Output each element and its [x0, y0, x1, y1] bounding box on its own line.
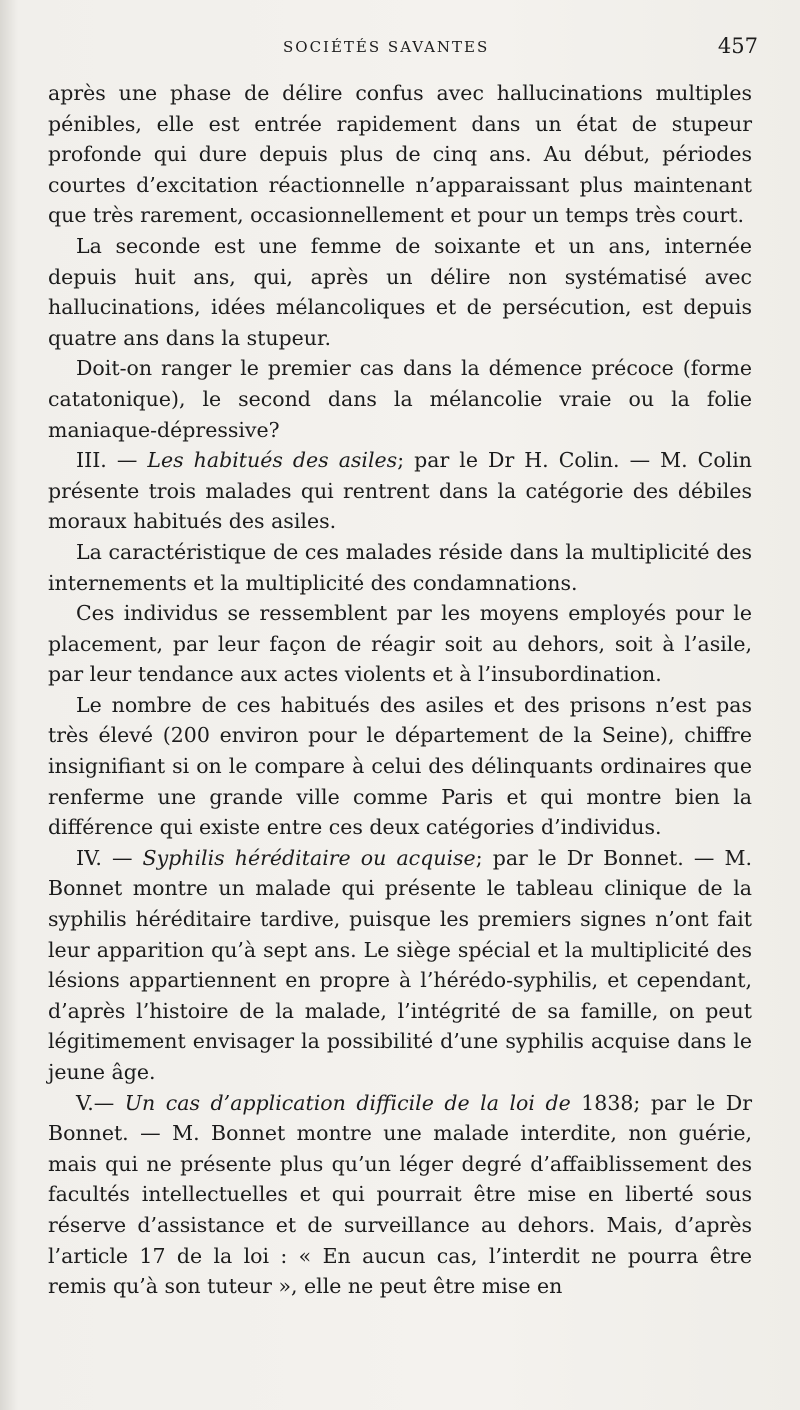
section-text: ; par le Dr Bonnet. — M. Bonnet montre un malade qui présente le tableau clinique de la syphilis héréditaire tardive, puisque les premiers signes n’ont fait leur apparition qu’à sept ans. Le siège spécial et la multiplicité des lésions appartiennent en propre à l’hérédo-syphilis, et cependant, d’après l’histoire de la malade, l’intégrité de sa famille, on peut légitimement envisager la possibilité d’une syphilis acquise dans le jeune âge.	[48, 845, 752, 1084]
paragraph: Doit-on ranger le premier cas dans la démence précoce (forme catatonique), le second dans la mélancolie vraie ou la folie maniaque-dépressive?	[48, 356, 752, 442]
section-title: Syphilis héréditaire ou acquise	[142, 845, 476, 870]
paragraph-section-iii	[48, 445, 752, 537]
body-text	[48, 78, 752, 1302]
section-text: ; par le Dr H. Colin. — M. Colin présente trois malades qui rentrent dans la catégorie des débiles moraux habitués des asiles.	[48, 448, 752, 534]
paragraph: Ces individus se ressemblent par les moyens employés pour le placement, par leur façon de réagir soit au dehors, soit à l’asile, par leur tendance aux actes violents et à l’insubordination.	[48, 601, 752, 687]
section-lead: III. —	[76, 448, 148, 473]
paragraph: La caractéristique de ces malades réside dans la multiplicité des internements et la multiplicité des condamnations.	[48, 539, 752, 595]
paragraph: Le nombre de ces habitués des asiles et des prisons n’est pas très élevé (200 environ pour le département de la Seine), chiffre insignifiant si on le compare à celui des délinquants ordinaires que renferme une grande ville comme Paris et qui montre bien la différence qui existe entre ces deux catégories d’individus.	[48, 692, 752, 840]
section-lead: V.—	[76, 1090, 125, 1115]
page-number: 457	[717, 34, 758, 58]
paragraph-section-v	[48, 1088, 752, 1302]
paragraph: La seconde est une femme de soixante et un ans, internée depuis huit ans, qui, après un délire non systématisé avec hallucinations, idées mélancoliques et de persécution, est depuis quatre ans dans la stupeur.	[48, 233, 752, 350]
section-title: Les habitués des asiles	[147, 448, 398, 473]
section-lead: IV. —	[76, 845, 143, 870]
page-header	[48, 34, 760, 64]
section-title: Un cas d’application difficile de la loi de	[124, 1090, 571, 1115]
running-head: SOCIÉTÉS SAVANTES	[283, 38, 490, 56]
paragraph: après une phase de délire confus avec hallucinations multiples pénibles, elle est entrée rapidement dans un état de stupeur profonde qui dure depuis plus de cinq ans. Au début, périodes courtes d’excitation réactionnelle n’apparaissant plus maintenant que très rarement, occasionnellement et pour un temps très court.	[48, 81, 752, 228]
paragraph-section-iv	[48, 843, 752, 1088]
section-text: 1838; par le Dr Bonnet. — M. Bonnet montre une malade interdite, non guérie, mais qui ne présente plus qu’un léger degré d’affaiblissement des facultés intellectuelles et qui pourrait être mise en liberté sous réserve d’assistance et de surveillance au dehors. Mais, d’après l’article 17 de la loi : « En aucun cas, l’interdit ne pourra être remis qu’à son tuteur », elle ne peut être mise en	[48, 1090, 752, 1299]
